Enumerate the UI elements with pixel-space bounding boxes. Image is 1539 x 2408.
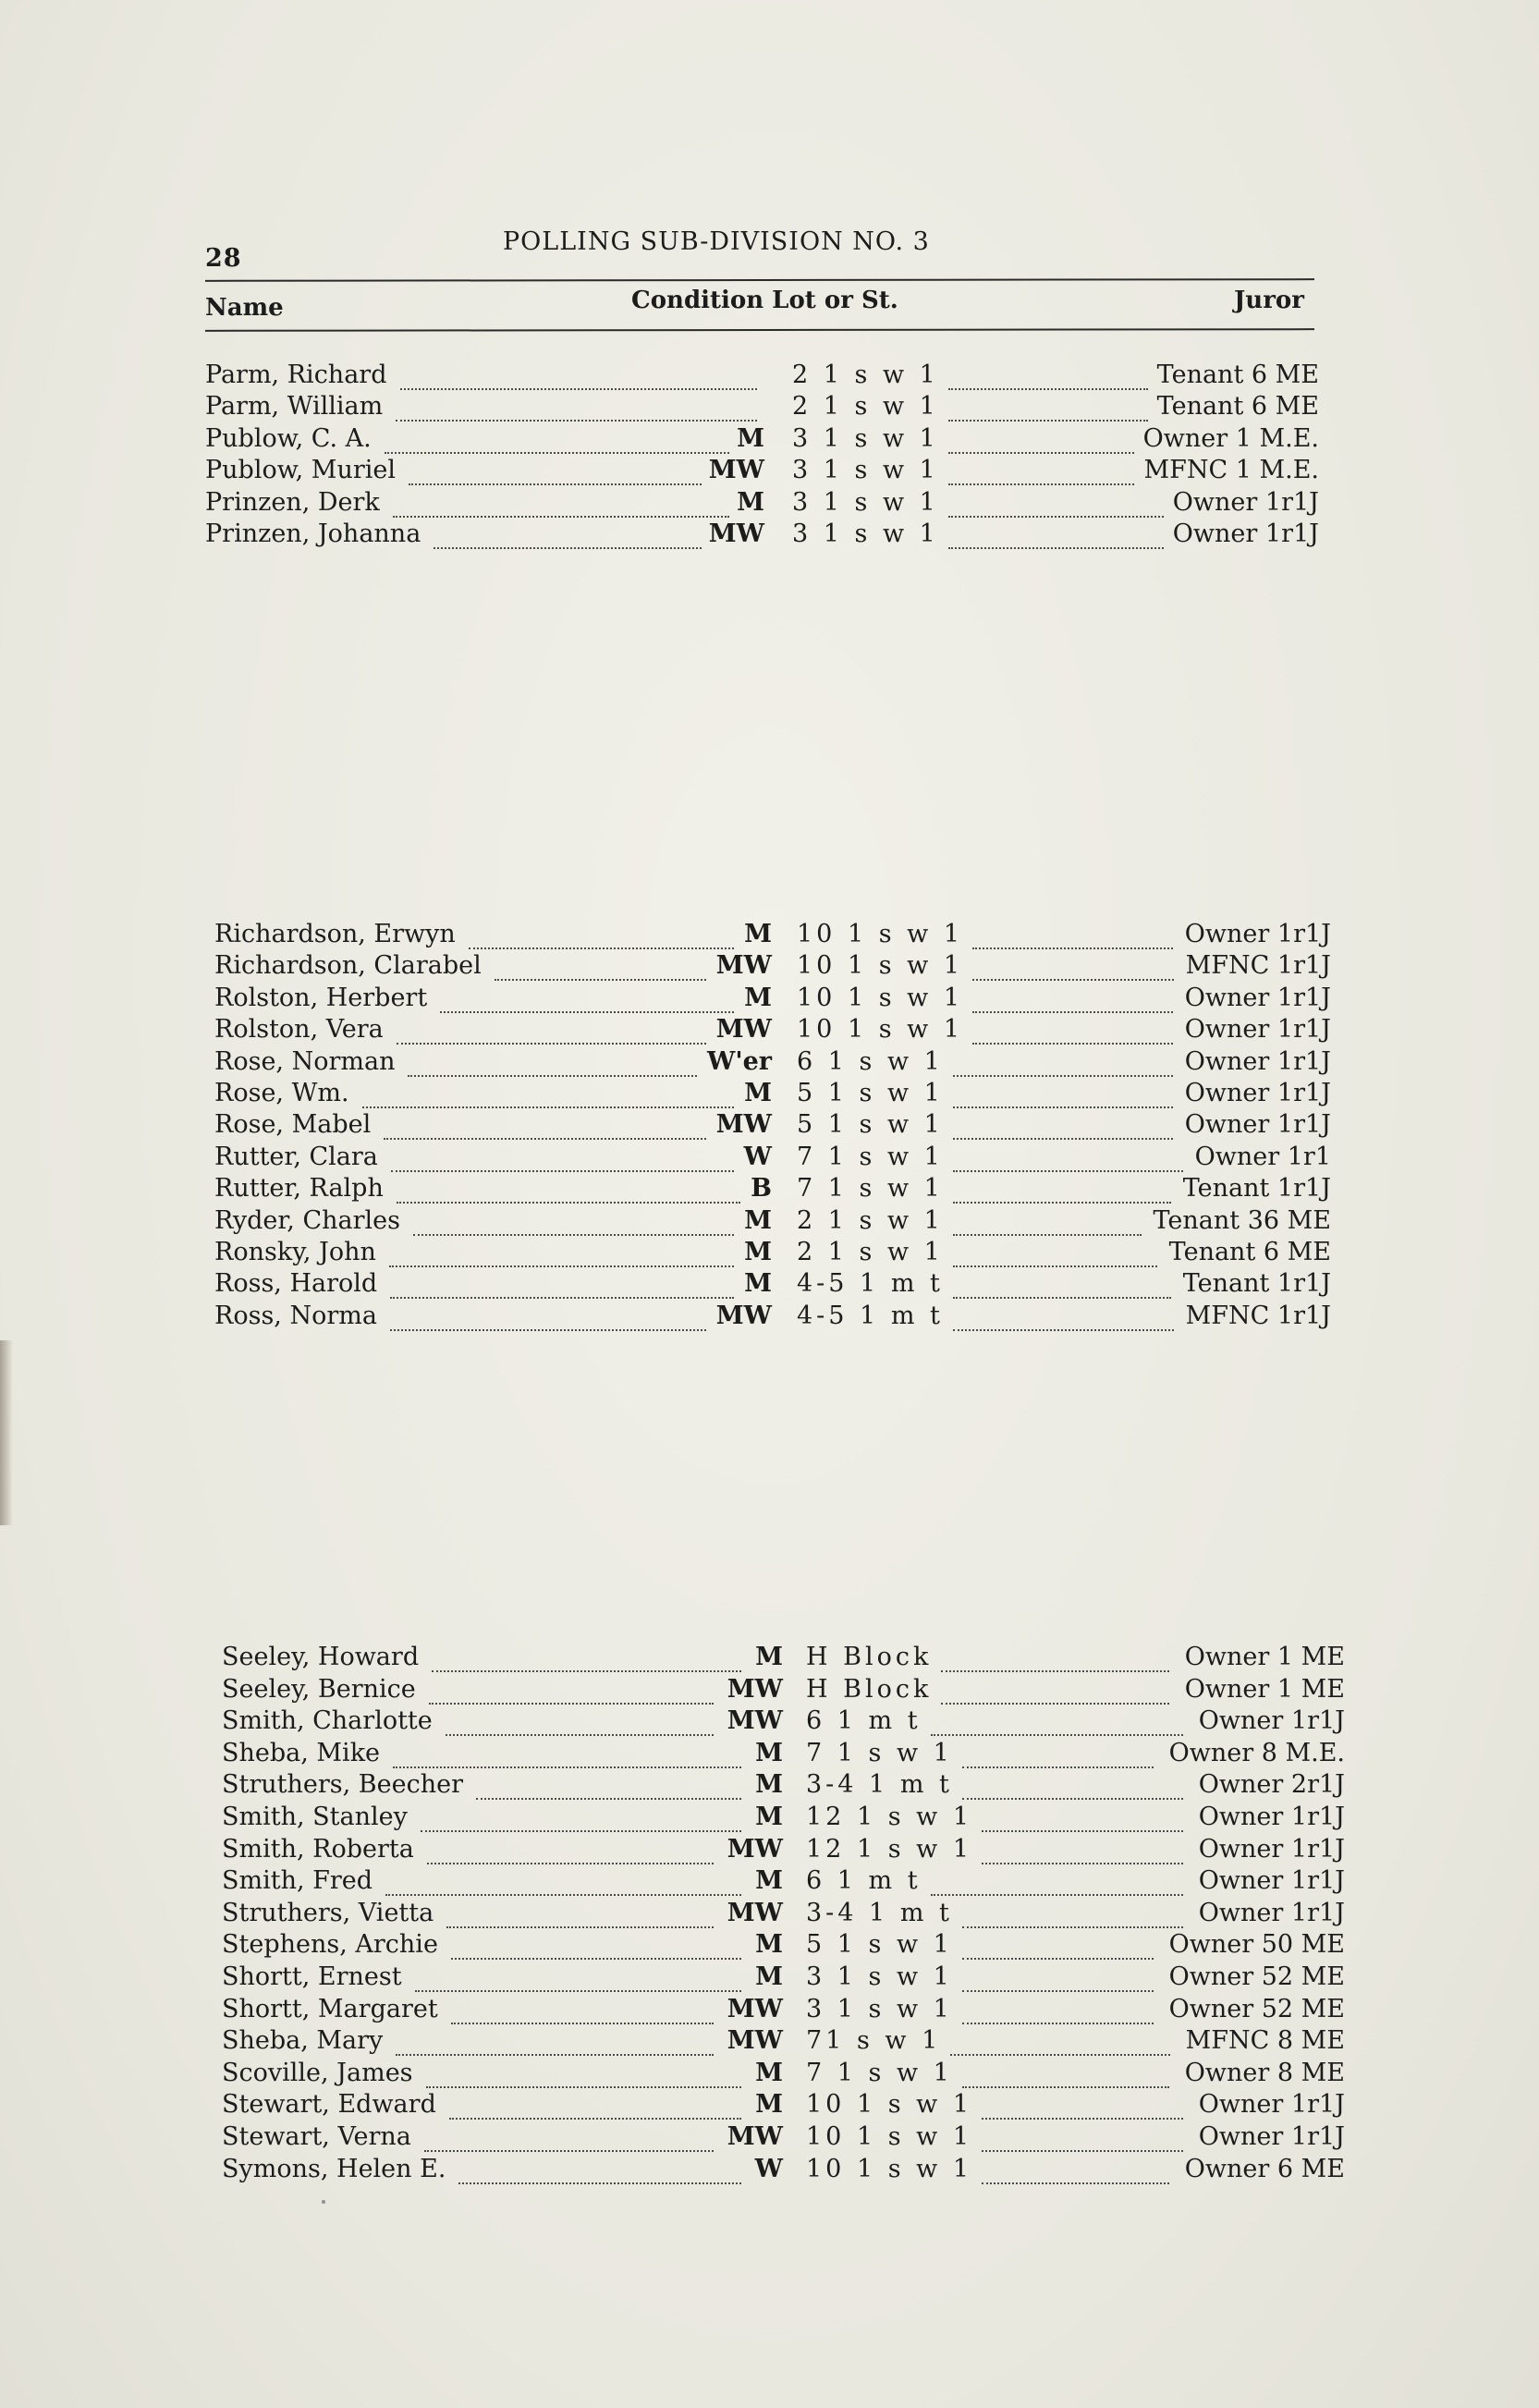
column-header-juror: Juror bbox=[1234, 287, 1304, 314]
voter-lot: 3 1 s w 1 bbox=[792, 519, 939, 548]
voter-entry bbox=[222, 2026, 1345, 2058]
leader-dots bbox=[962, 2059, 1169, 2088]
voter-lot: 4-5 1 m t bbox=[797, 1269, 944, 1299]
voter-juror: Tenant 6 ME bbox=[1156, 361, 1319, 389]
voter-name: Ryder, Charles bbox=[214, 1205, 400, 1235]
voter-lot: 2 1 s w 1 bbox=[797, 1238, 944, 1266]
leader-dots bbox=[427, 1835, 714, 1864]
leader-dots bbox=[458, 2155, 740, 2184]
voter-name: Rose, Norman bbox=[214, 1046, 396, 1076]
voter-name: Sheba, Mike bbox=[222, 1738, 381, 1767]
voter-condition: B bbox=[751, 1174, 772, 1204]
voter-lot: 3-4 1 m t bbox=[806, 1898, 953, 1927]
voter-juror: Owner 1r1J bbox=[1198, 2122, 1345, 2151]
voter-entry bbox=[222, 1994, 1345, 2026]
voter-condition: MW bbox=[715, 1015, 772, 1045]
voter-lot: 10 1 s w 1 bbox=[797, 983, 964, 1012]
leader-dots bbox=[948, 488, 1164, 518]
leader-dots bbox=[451, 1995, 714, 2024]
voter-name: Richardson, Erwyn bbox=[214, 920, 456, 948]
voter-name: Shortt, Ernest bbox=[222, 1962, 402, 1991]
voter-entry bbox=[222, 2058, 1345, 2090]
voter-lot: 5 1 s w 1 bbox=[806, 1930, 953, 1960]
voter-juror: Owner 1r1J bbox=[1198, 1834, 1345, 1864]
voter-juror: Owner 1 M.E. bbox=[1142, 423, 1319, 453]
voter-lot: 5 1 s w 1 bbox=[797, 1079, 944, 1107]
voter-entry bbox=[222, 1770, 1345, 1802]
voter-section-s bbox=[222, 1643, 1345, 2197]
leader-dots bbox=[424, 2122, 714, 2152]
leader-dots bbox=[446, 1706, 714, 1736]
voter-name: Publow, C. A. bbox=[205, 423, 372, 453]
leader-dots bbox=[953, 1269, 1171, 1299]
page-edge-shadow bbox=[0, 1340, 13, 1525]
voter-lot: 3 1 s w 1 bbox=[792, 487, 939, 517]
leader-dots bbox=[950, 2026, 1169, 2056]
voter-name: Struthers, Beecher bbox=[222, 1770, 463, 1800]
leader-dots bbox=[962, 1770, 1183, 1800]
voter-name: Prinzen, Derk bbox=[205, 487, 380, 517]
leader-dots bbox=[408, 1047, 697, 1077]
voter-condition: MW bbox=[715, 951, 772, 981]
voter-juror: Tenant 36 ME bbox=[1153, 1205, 1331, 1235]
leader-dots bbox=[391, 1143, 734, 1172]
leader-dots bbox=[948, 424, 1134, 454]
voter-entry bbox=[205, 392, 1319, 423]
voter-juror: Owner 8 ME bbox=[1184, 2058, 1345, 2087]
leader-dots bbox=[396, 2026, 713, 2056]
voter-entry bbox=[222, 2090, 1345, 2121]
leader-dots bbox=[495, 951, 706, 981]
leader-dots bbox=[931, 1866, 1183, 1896]
leader-dots bbox=[400, 361, 758, 390]
voter-entry bbox=[222, 1674, 1345, 1706]
voter-juror: Owner 1r1J bbox=[1184, 920, 1331, 948]
leader-dots bbox=[982, 2122, 1183, 2152]
leader-dots bbox=[948, 456, 1135, 485]
leader-dots bbox=[432, 1643, 741, 1672]
voter-entry bbox=[222, 1643, 1345, 1674]
leader-dots bbox=[389, 1238, 734, 1267]
voter-entry bbox=[214, 920, 1331, 951]
voter-condition: M bbox=[755, 2058, 783, 2087]
voter-lot: 3-4 1 m t bbox=[806, 1770, 953, 1800]
voter-condition: MW bbox=[727, 2122, 783, 2151]
voter-juror: Owner 1r1J bbox=[1198, 1803, 1345, 1831]
voter-condition: MW bbox=[708, 456, 764, 485]
voter-name: Seeley, Bernice bbox=[222, 1674, 416, 1704]
voter-condition: M bbox=[744, 1269, 772, 1299]
voter-lot: 6 1 m t bbox=[806, 1866, 922, 1896]
voter-entry bbox=[214, 1079, 1331, 1110]
voter-lot: 10 1 s w 1 bbox=[806, 2122, 973, 2151]
voter-name: Parm, Richard bbox=[205, 361, 387, 389]
voter-juror: Owner 8 M.E. bbox=[1168, 1738, 1345, 1767]
voter-name: Ross, Harold bbox=[214, 1269, 378, 1299]
leader-dots bbox=[429, 1675, 714, 1705]
voter-lot: H Block bbox=[806, 1674, 933, 1704]
voter-lot: 10 1 s w 1 bbox=[806, 2154, 973, 2183]
voter-condition: M bbox=[755, 1770, 783, 1800]
voter-entry bbox=[205, 361, 1319, 392]
voter-condition: M bbox=[744, 1079, 772, 1107]
leader-dots bbox=[409, 456, 702, 485]
voter-juror: MFNC 1r1J bbox=[1185, 951, 1331, 981]
voter-lot: 4-5 1 m t bbox=[797, 1301, 944, 1330]
voter-lot: 7 1 s w 1 bbox=[806, 1738, 953, 1767]
voter-condition: MW bbox=[708, 519, 764, 548]
voter-lot: 3 1 s w 1 bbox=[806, 1994, 953, 2023]
voter-lot: 10 1 s w 1 bbox=[797, 920, 964, 948]
voter-condition: M bbox=[755, 2090, 783, 2120]
voter-juror: Tenant 1r1J bbox=[1182, 1269, 1331, 1299]
voter-entry bbox=[222, 2122, 1345, 2154]
voter-juror: Owner 1r1J bbox=[1184, 1046, 1331, 1076]
voter-condition: M bbox=[755, 1803, 783, 1831]
voter-entry bbox=[205, 424, 1319, 456]
leader-dots bbox=[476, 1770, 741, 1800]
leader-dots bbox=[953, 1206, 1142, 1236]
voter-lot: 10 1 s w 1 bbox=[797, 1015, 964, 1045]
voter-condition: M bbox=[737, 487, 764, 517]
voter-condition: MW bbox=[727, 1994, 783, 2023]
leader-dots bbox=[948, 519, 1164, 549]
voter-name: Scoville, James bbox=[222, 2058, 413, 2087]
voter-entry bbox=[214, 1143, 1331, 1174]
voter-lot: 10 1 s w 1 bbox=[797, 951, 964, 981]
voter-entry bbox=[214, 951, 1331, 983]
leader-dots bbox=[390, 1302, 706, 1331]
leader-dots bbox=[421, 1803, 741, 1832]
voter-entry bbox=[214, 1238, 1331, 1269]
voter-condition: M bbox=[755, 1962, 783, 1991]
leader-dots bbox=[449, 2090, 741, 2120]
voter-entry bbox=[222, 1834, 1345, 1866]
voter-lot: 12 1 s w 1 bbox=[806, 1834, 973, 1864]
voter-lot: 10 1 s w 1 bbox=[806, 2090, 973, 2120]
leader-dots bbox=[982, 2090, 1183, 2120]
voter-juror: Owner 52 ME bbox=[1168, 1962, 1345, 1991]
leader-dots bbox=[972, 1015, 1173, 1045]
header-rule-bottom bbox=[205, 328, 1314, 332]
voter-entry bbox=[222, 1866, 1345, 1898]
voter-juror: Owner 1r1J bbox=[1184, 1110, 1331, 1140]
voter-juror: Owner 1r1J bbox=[1198, 1898, 1345, 1927]
voter-entry bbox=[222, 1803, 1345, 1834]
column-header-name: Name bbox=[205, 294, 284, 322]
voter-juror: Owner 1r1J bbox=[1172, 487, 1319, 517]
page-number: 28 bbox=[205, 244, 242, 273]
leader-dots bbox=[393, 1739, 741, 1768]
voter-entry bbox=[222, 1930, 1345, 1962]
voter-juror: Owner 1r1J bbox=[1198, 1866, 1345, 1896]
voter-name: Stephens, Archie bbox=[222, 1930, 438, 1960]
voter-name: Stewart, Verna bbox=[222, 2122, 411, 2151]
leader-dots bbox=[972, 951, 1174, 981]
voter-name: Struthers, Vietta bbox=[222, 1898, 434, 1927]
leader-dots bbox=[385, 424, 729, 454]
leader-dots bbox=[362, 1079, 735, 1108]
voter-name: Symons, Helen E. bbox=[222, 2154, 446, 2183]
voter-entry bbox=[214, 1206, 1331, 1238]
voter-name: Rolston, Vera bbox=[214, 1015, 384, 1045]
voter-lot: 5 1 s w 1 bbox=[797, 1110, 944, 1140]
voter-condition: M bbox=[744, 983, 772, 1012]
voter-juror: Owner 1 ME bbox=[1184, 1643, 1345, 1671]
leader-dots bbox=[396, 392, 757, 422]
voter-juror: Owner 1 ME bbox=[1184, 1674, 1345, 1704]
voter-condition: M bbox=[744, 920, 772, 948]
voter-juror: Tenant 1r1J bbox=[1182, 1174, 1331, 1204]
voter-juror: Owner 1r1J bbox=[1198, 1706, 1345, 1736]
leader-dots bbox=[962, 1739, 1154, 1768]
voter-juror: MFNC 1 M.E. bbox=[1143, 456, 1319, 485]
voter-entry bbox=[214, 1302, 1331, 1333]
voter-juror: Owner 1r1J bbox=[1184, 1079, 1331, 1107]
voter-name: Rutter, Clara bbox=[214, 1142, 378, 1171]
voter-juror: MFNC 1r1J bbox=[1185, 1301, 1331, 1330]
leader-dots bbox=[415, 1962, 742, 1992]
voter-entry bbox=[222, 1962, 1345, 1994]
voter-juror: Owner 1r1J bbox=[1184, 983, 1331, 1012]
leader-dots bbox=[982, 1835, 1183, 1864]
voter-entry bbox=[222, 2154, 1345, 2186]
leader-dots bbox=[446, 1899, 714, 1928]
voter-name: Rose, Wm. bbox=[214, 1079, 349, 1107]
voter-name: Smith, Stanley bbox=[222, 1803, 408, 1831]
voter-lot: 6 1 m t bbox=[806, 1706, 922, 1736]
voter-lot: H Block bbox=[806, 1643, 933, 1671]
voter-condition: MW bbox=[727, 1706, 783, 1736]
voter-condition: W bbox=[754, 2154, 783, 2183]
voter-entry bbox=[205, 488, 1319, 519]
leader-dots bbox=[962, 1995, 1154, 2024]
voter-lot: 71 s w 1 bbox=[806, 2026, 942, 2056]
column-header-condition-lot: Condition Lot or St. bbox=[631, 287, 898, 314]
voter-entry bbox=[205, 456, 1319, 487]
voter-name: Shortt, Margaret bbox=[222, 1994, 438, 2023]
voter-condition: MW bbox=[727, 1898, 783, 1927]
voter-lot: 7 1 s w 1 bbox=[797, 1142, 944, 1171]
voter-juror: Owner 1r1J bbox=[1184, 1015, 1331, 1045]
voter-entry bbox=[222, 1898, 1345, 1930]
voter-juror: Owner 1r1J bbox=[1172, 519, 1319, 548]
voter-juror: Owner 1r1J bbox=[1198, 2090, 1345, 2120]
leader-dots bbox=[982, 2155, 1169, 2184]
voter-lot: 12 1 s w 1 bbox=[806, 1803, 973, 1831]
voter-name: Stewart, Edward bbox=[222, 2090, 436, 2120]
voter-condition: M bbox=[744, 1238, 772, 1266]
leader-dots bbox=[931, 1706, 1183, 1736]
voter-condition: M bbox=[744, 1205, 772, 1235]
voter-entry bbox=[222, 1706, 1345, 1738]
voter-entry bbox=[214, 1015, 1331, 1046]
voter-condition: M bbox=[755, 1738, 783, 1767]
voter-lot: 2 1 s w 1 bbox=[797, 1205, 944, 1235]
voter-juror: Tenant 6 ME bbox=[1168, 1238, 1331, 1266]
voter-lot: 3 1 s w 1 bbox=[792, 456, 939, 485]
leader-dots bbox=[440, 984, 734, 1013]
voter-condition: W'er bbox=[707, 1046, 772, 1076]
voter-name: Smith, Roberta bbox=[222, 1834, 414, 1864]
voter-entry bbox=[205, 519, 1319, 551]
voter-juror: Owner 50 ME bbox=[1168, 1930, 1345, 1960]
voter-condition: M bbox=[755, 1866, 783, 1896]
voter-name: Parm, William bbox=[205, 392, 384, 422]
header-rule-top bbox=[205, 278, 1314, 282]
leader-dots bbox=[469, 920, 734, 949]
voter-name: Ronsky, John bbox=[214, 1238, 376, 1266]
voter-condition: MW bbox=[727, 2026, 783, 2056]
leader-dots bbox=[385, 1866, 741, 1896]
voter-juror: Owner 52 ME bbox=[1168, 1994, 1345, 2023]
leader-dots bbox=[390, 1269, 734, 1299]
voter-lot: 7 1 s w 1 bbox=[806, 2058, 953, 2087]
voter-entry bbox=[214, 984, 1331, 1015]
leader-dots bbox=[953, 1238, 1157, 1267]
leader-dots bbox=[953, 1302, 1174, 1331]
leader-dots bbox=[953, 1110, 1173, 1140]
leader-dots bbox=[451, 1930, 741, 1960]
voter-section-r bbox=[214, 920, 1331, 1345]
leader-dots bbox=[434, 519, 701, 549]
voter-condition: MW bbox=[727, 1674, 783, 1704]
voter-name: Ross, Norma bbox=[214, 1301, 377, 1330]
voter-lot: 7 1 s w 1 bbox=[797, 1174, 944, 1204]
page-title: POLLING SUB-DIVISION NO. 3 bbox=[503, 227, 930, 256]
voter-entry bbox=[214, 1110, 1331, 1142]
leader-dots bbox=[972, 984, 1173, 1013]
leader-dots bbox=[953, 1047, 1173, 1077]
voter-juror: Tenant 6 ME bbox=[1156, 392, 1319, 422]
leader-dots bbox=[948, 361, 1148, 390]
voter-name: Rolston, Herbert bbox=[214, 983, 428, 1012]
leader-dots bbox=[393, 488, 729, 518]
leader-dots bbox=[941, 1643, 1168, 1672]
voter-name: Smith, Charlotte bbox=[222, 1706, 433, 1736]
voter-name: Rose, Mabel bbox=[214, 1110, 372, 1140]
leader-dots bbox=[941, 1675, 1168, 1705]
leader-dots bbox=[962, 1930, 1154, 1960]
voter-condition: W bbox=[743, 1142, 772, 1171]
leader-dots bbox=[972, 920, 1173, 949]
voter-entry bbox=[214, 1269, 1331, 1301]
voter-section-p bbox=[205, 361, 1319, 564]
voter-lot: 3 1 s w 1 bbox=[792, 423, 939, 453]
voter-lot: 2 1 s w 1 bbox=[792, 361, 939, 389]
voter-name: Seeley, Howard bbox=[222, 1643, 420, 1671]
leader-dots bbox=[397, 1015, 706, 1045]
leader-dots bbox=[962, 1899, 1183, 1928]
leader-dots bbox=[948, 392, 1148, 422]
voter-name: Sheba, Mary bbox=[222, 2026, 384, 2056]
voter-condition: MW bbox=[715, 1301, 772, 1330]
leader-dots bbox=[982, 1803, 1183, 1832]
voter-name: Rutter, Ralph bbox=[214, 1174, 384, 1204]
leader-dots bbox=[397, 1174, 740, 1204]
voter-juror: MFNC 8 ME bbox=[1185, 2026, 1345, 2056]
voter-name: Smith, Fred bbox=[222, 1866, 373, 1896]
voter-name: Publow, Muriel bbox=[205, 456, 396, 485]
voter-entry bbox=[214, 1047, 1331, 1079]
leader-dots bbox=[413, 1206, 734, 1236]
leader-dots bbox=[953, 1079, 1173, 1108]
voter-lot: 2 1 s w 1 bbox=[792, 392, 939, 422]
voter-condition: MW bbox=[715, 1110, 772, 1140]
leader-dots bbox=[384, 1110, 706, 1140]
leader-dots bbox=[962, 1962, 1154, 1992]
leader-dots bbox=[953, 1143, 1183, 1172]
voter-juror: Owner 6 ME bbox=[1184, 2154, 1345, 2183]
voter-condition: M bbox=[737, 423, 764, 453]
voter-juror: Owner 2r1J bbox=[1198, 1770, 1345, 1800]
voter-condition: MW bbox=[727, 1834, 783, 1864]
print-speck bbox=[322, 2200, 325, 2204]
voter-name: Prinzen, Johanna bbox=[205, 519, 421, 548]
voter-lot: 3 1 s w 1 bbox=[806, 1962, 953, 1991]
voter-entry bbox=[214, 1174, 1331, 1205]
voter-condition: M bbox=[755, 1643, 783, 1671]
voter-juror: Owner 1r1 bbox=[1194, 1142, 1331, 1171]
leader-dots bbox=[426, 2059, 742, 2088]
voter-condition: M bbox=[755, 1930, 783, 1960]
voter-name: Richardson, Clarabel bbox=[214, 951, 482, 981]
leader-dots bbox=[953, 1174, 1171, 1204]
voter-entry bbox=[222, 1738, 1345, 1770]
voter-lot: 6 1 s w 1 bbox=[797, 1046, 944, 1076]
